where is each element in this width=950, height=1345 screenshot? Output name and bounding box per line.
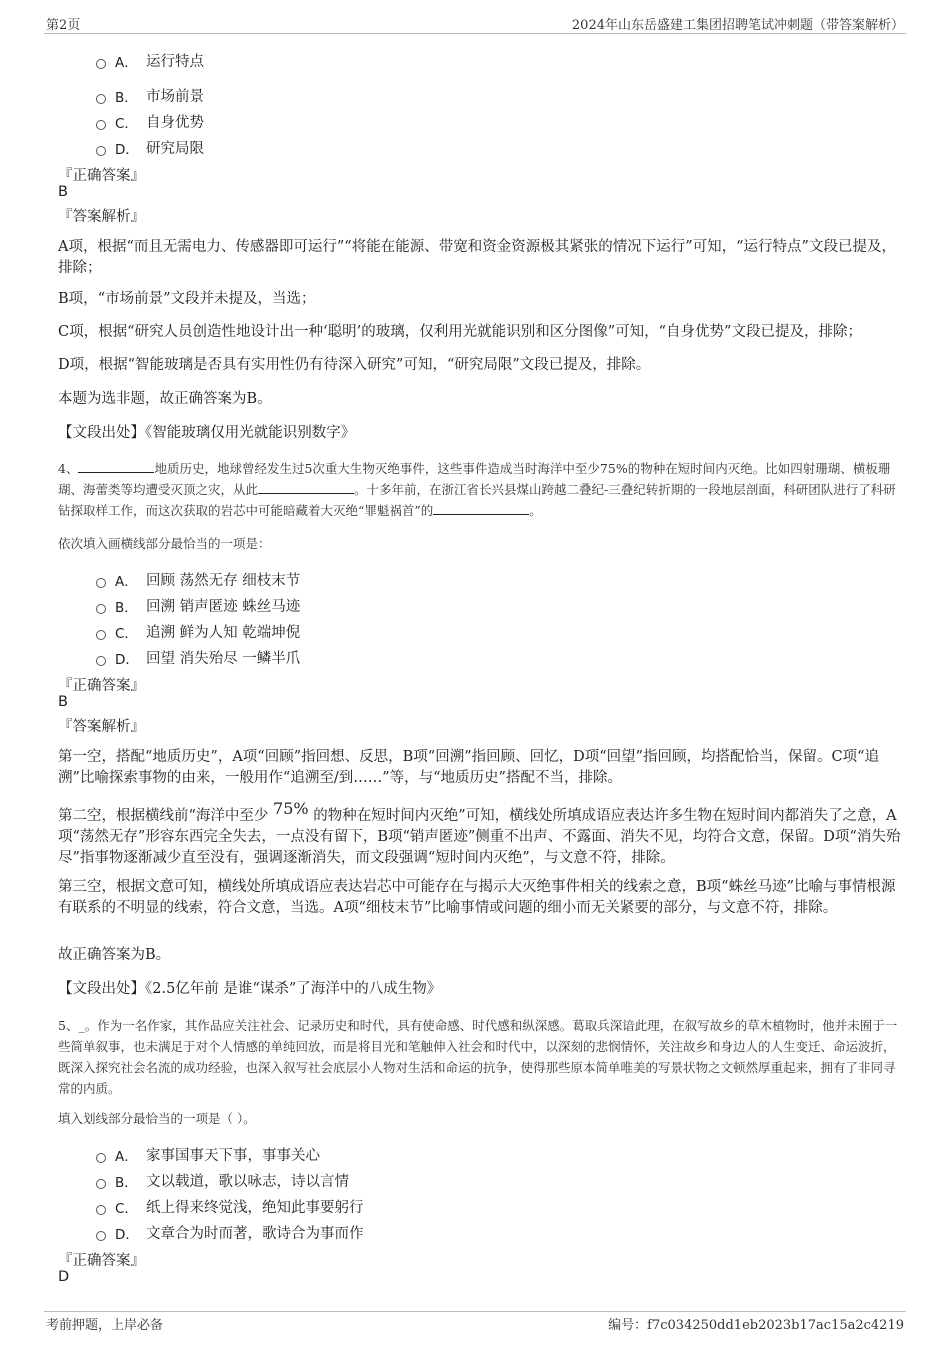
option-letter: D． <box>115 141 139 158</box>
option-letter: A． <box>115 1148 138 1165</box>
option-letter: C． <box>115 115 138 132</box>
header-divider <box>44 33 906 34</box>
question-text-part-2: 。十多年前，在浙江省长兴县煤山跨越二叠纪-三叠纪转折期的一段地层剖面，科研团队进行了科研钻探取样工作，而这次获取的岩芯中可能暗藏着大灭绝“罪魁祸首”的 <box>58 482 896 518</box>
q5-answer: D <box>58 1269 70 1285</box>
q5-option-d[interactable] <box>96 1222 364 1243</box>
q3-conclusion: 本题为选非题，故正确答案为B。 <box>58 391 272 407</box>
page-number: 第2页 <box>46 18 81 33</box>
q4-option-c[interactable] <box>96 621 300 642</box>
radio-icon[interactable] <box>96 59 106 69</box>
q4-analysis-blank-1: 第一空，搭配“地质历史”，A项“回顾”指回想、反思，B项“回溯”指回顾、回忆，D项“回望”指回顾，均搭配恰当，保留。C项“追溯”比喻探索事物的由来，一般用作“追溯至/到……”等，与“地质历史”搭配不当，排除。 <box>58 749 880 786</box>
radio-icon[interactable] <box>96 94 106 104</box>
option-text: 运行特点 <box>146 54 204 70</box>
footer-slogan: 考前押题，上岸必备 <box>46 1318 164 1333</box>
radio-icon[interactable] <box>96 604 106 614</box>
q3-option-a[interactable] <box>96 50 204 71</box>
option-text: 纸上得来终觉浅，绝知此事要躬行 <box>146 1200 364 1216</box>
q3-answer: B <box>58 184 68 200</box>
question-text-part-1: 地质历史，地球曾经发生过5次重大生物灭绝事件，这些事件造成当时海洋中至少75%的物种在短时间内灭绝。比如四射珊瑚、横板珊瑚、海蕾类等均遭受灭顶之灾，从此 <box>58 461 891 497</box>
q3-answer-label: 『正确答案』 <box>58 168 145 184</box>
option-text: 家事国事天下事，事事关心 <box>146 1148 320 1164</box>
q3-source: 【文段出处】《智能玻璃仅用光就能识别数字》 <box>58 425 356 441</box>
q3-option-c[interactable] <box>96 111 204 132</box>
analysis-text: 的物种在短时间内灭绝”可知，横线处所填成语应表达许多生物在短时间内都消失了之意，A项“荡然无存”形容东西完全失去，一点没有留下，B项“销声匿迹”侧重不出声、不露面、消失不见，均符合文意，保留。D项“消失殆尽”指事物逐渐减少直至没有，强调逐渐消失，而文段强调“短时间内灭绝”，与文意不符，排除。 <box>58 808 901 866</box>
q4-option-a[interactable] <box>96 569 300 590</box>
question-number: 4、 <box>58 461 79 476</box>
q4-option-d[interactable] <box>96 647 300 668</box>
q3-analysis-a: A项，根据“而且无需电力、传感器即可运行”“将能在能源、带宽和资金资源极其紧张的情况下运行”可知，“运行特点”文段已提及，排除； <box>58 239 896 276</box>
analysis-text: 第二空，根据横线前“海洋中至少 <box>58 808 269 824</box>
radio-icon[interactable] <box>96 656 106 666</box>
option-text: 市场前景 <box>146 89 204 105</box>
radio-icon[interactable] <box>96 578 106 588</box>
blank-1 <box>78 458 154 473</box>
q4-prompt: 依次填入画横线部分最恰当的一项是： <box>58 536 271 551</box>
q4-conclusion: 故正确答案为B。 <box>58 947 171 963</box>
radio-icon[interactable] <box>96 120 106 130</box>
percent-formula: 75% <box>273 799 309 818</box>
option-letter: D． <box>115 1226 139 1243</box>
option-text: 追溯 鲜为人知 乾端坤倪 <box>146 625 301 641</box>
q3-analysis-label: 『答案解析』 <box>58 209 145 225</box>
q4-question-text <box>58 458 906 521</box>
option-letter: B． <box>115 89 138 106</box>
q5-option-c[interactable] <box>96 1196 364 1217</box>
option-text: 回望 消失殆尽 一鳞半爪 <box>146 651 301 667</box>
blank-3 <box>433 500 529 515</box>
q4-analysis-blank-3: 第三空，根据文意可知，横线处所填成语应表达岩芯中可能存在与揭示大灭绝事件相关的线索之意，B项“蛛丝马迹”比喻与事情根源有联系的不明显的线索，符合文意，当选。A项“细枝末节”比喻事情或问题的细小而无关紧要的部分，与文意不符，排除。 <box>58 879 896 916</box>
radio-icon[interactable] <box>96 1231 106 1241</box>
radio-icon[interactable] <box>96 146 106 156</box>
radio-icon[interactable] <box>96 1205 106 1215</box>
q4-answer: B <box>58 694 68 710</box>
option-letter: D． <box>115 651 139 668</box>
option-letter: B． <box>115 1174 138 1191</box>
q4-option-b[interactable] <box>96 595 300 616</box>
q4-analysis-label: 『答案解析』 <box>58 719 145 735</box>
radio-icon[interactable] <box>96 630 106 640</box>
q4-analysis-blank-2 <box>58 799 906 869</box>
q4-source: 【文段出处】《2.5亿年前 是谁“谋杀”了海洋中的八成生物》 <box>58 981 442 997</box>
option-text: 文以载道，歌以咏志，诗以言情 <box>146 1174 349 1190</box>
q3-analysis-c: C项，根据“研究人员创造性地设计出一种‘聪明’的玻璃，仅利用光就能识别和区分图像”可知，“自身优势”文段已提及，排除； <box>58 324 862 340</box>
q3-analysis-d: D项，根据“智能玻璃是否具有实用性仍有待深入研究”可知，“研究局限”文段已提及，排除。 <box>58 357 651 373</box>
radio-icon[interactable] <box>96 1153 106 1163</box>
option-letter: C． <box>115 625 138 642</box>
option-text: 文章合为时而著，歌诗合为事而作 <box>146 1226 364 1242</box>
document-title: 2024年山东岳盛建工集团招聘笔试冲刺题（带答案解析） <box>571 18 904 33</box>
blank-2 <box>258 479 354 494</box>
option-text: 研究局限 <box>146 141 204 157</box>
option-letter: A． <box>115 573 138 590</box>
q5-prompt: 填入划线部分最恰当的一项是（ ）。 <box>58 1111 256 1126</box>
q3-option-d[interactable] <box>96 137 204 158</box>
question-number: 5、 <box>58 1018 79 1033</box>
option-text: 自身优势 <box>146 115 204 131</box>
option-text: 回溯 销声匿迹 蛛丝马迹 <box>146 599 301 615</box>
option-letter: C． <box>115 1200 138 1217</box>
radio-icon[interactable] <box>96 1179 106 1189</box>
q3-analysis-b: B项，“市场前景”文段并未提及，当选； <box>58 291 316 307</box>
q3-option-b[interactable] <box>96 85 204 106</box>
option-text: 回顾 荡然无存 细枝末节 <box>146 573 301 589</box>
document-id: 编号：f7c034250dd1eb2023b17ac15a2c4219 <box>608 1318 904 1333</box>
q5-answer-label: 『正确答案』 <box>58 1253 145 1269</box>
q5-option-a[interactable] <box>96 1144 320 1165</box>
q5-question-text <box>58 1015 906 1099</box>
footer-divider <box>44 1311 906 1312</box>
q5-option-b[interactable] <box>96 1170 349 1191</box>
q4-answer-label: 『正确答案』 <box>58 678 145 694</box>
option-letter: A． <box>115 54 138 71</box>
option-letter: B． <box>115 599 138 616</box>
question-text-part-3: 。 <box>529 503 542 518</box>
question-text: _。作为一名作家，其作品应关注社会、记录历史和时代，具有使命感、时代感和纵深感。葛取兵深谙此理，在叙写故乡的草木植物时，他并未囿于一些简单叙事，也未满足于对个人情感的单纯回放，而是将目光和笔触伸入社会和时代中，以深刻的悲悯情怀，关注故乡和身边人的人生变迁、命运波折，既深入探究社会名流的成功经验，也深入叙写社会底层小人物对生活和命运的抗争，使得那些原本简单唯美的写景状物之文顿然厚重起来，拥有了非同寻常的内质。 <box>58 1018 898 1096</box>
